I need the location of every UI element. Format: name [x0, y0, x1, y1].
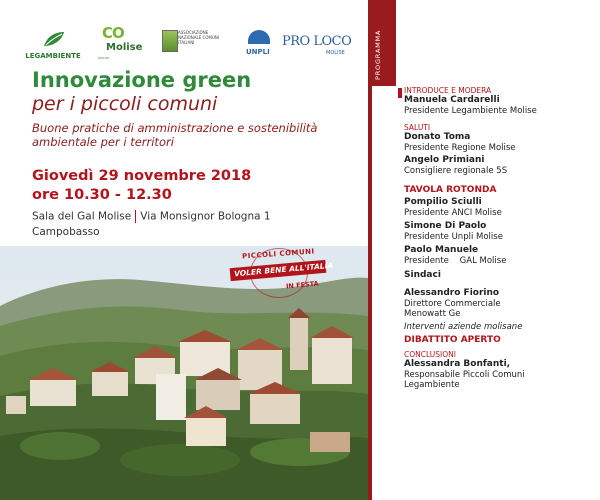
stamp-band-text: VOLER BENE ALL'ITALIA	[233, 260, 334, 279]
tavola-2-name: Simone Di Paolo	[404, 221, 487, 231]
event-date: Giovedì 29 novembre 2018	[32, 168, 252, 184]
partner-logos	[18, 20, 358, 66]
proloco-logo	[280, 20, 356, 66]
co-mark: CO	[102, 24, 124, 42]
saluti-1-name: Donato Toma	[404, 132, 471, 142]
tavola-1-name: Pompilio Sciulli	[404, 197, 482, 207]
conclusioni-role-1: Responsabile Piccoli Comuni	[404, 370, 525, 380]
introduce-role: Presidente Legambiente Molise	[404, 106, 537, 116]
tavola-1-role: Presidente ANCI Molise	[404, 208, 502, 218]
unpli-arc-icon	[248, 30, 270, 44]
saluti-2-name: Angelo Primiani	[404, 155, 485, 165]
sindaci: Sindaci	[404, 270, 441, 280]
saluti-heading: SALUTI	[404, 123, 431, 132]
programma-label: PROGRAMMA	[374, 29, 382, 80]
ancsi-emblem-icon	[162, 30, 178, 52]
tavola-2-role: Presidente Unpli Molise	[404, 232, 503, 242]
unpli-wordmark: UNPLI	[246, 48, 270, 56]
proloco-subtext: MOLISE	[326, 50, 345, 56]
saluti-1-role: Presidente Regione Molise	[404, 143, 516, 153]
proloco-wordmark: PRO LOCO	[282, 34, 352, 49]
event-time: ore 10.30 - 12.30	[32, 187, 172, 203]
introduce-heading: INTRODUCE E MODERA	[404, 86, 492, 95]
tavola-3-name: Paolo Manuele	[404, 245, 479, 255]
venue-street: Via Monsignor Bologna 1	[140, 210, 271, 223]
interventi: Interventi aziende molisane	[404, 322, 523, 332]
event-venue	[32, 210, 271, 223]
venue-name: Sala del Gal Molise	[32, 210, 132, 223]
venue-separator	[135, 210, 136, 223]
leaf-icon	[42, 30, 66, 48]
conclusioni-heading: CONCLUSIONI	[404, 350, 456, 359]
tavola-4-role-1: Direttore Commerciale	[404, 299, 501, 309]
ancsi-logo	[160, 20, 226, 66]
title-line-2: per i piccoli comuni	[32, 93, 218, 115]
tavola-heading: TAVOLA ROTONDA	[404, 185, 497, 195]
legambiente-logo	[22, 20, 84, 66]
conclusioni-name: Alessandra Bonfanti,	[404, 359, 511, 369]
accent-bar	[398, 88, 402, 98]
conclusioni-role-2: Legambiente	[404, 380, 460, 390]
stamp-bottom-text: IN FESTA	[285, 279, 319, 291]
molise-wordmark: Molise	[106, 42, 143, 53]
dibattito-heading: DIBATTITO APERTO	[404, 335, 501, 345]
title-line-1: Innovazione green	[32, 68, 252, 92]
voler-bene-stamp	[222, 248, 332, 298]
event-city: Campobasso	[32, 226, 100, 238]
tavola-4-name: Alessandro Fiorino	[404, 288, 500, 298]
tavola-4-role-2: Menowatt Ge	[404, 309, 461, 319]
legambiente-wordmark: LEGAMBIENTE	[25, 52, 81, 60]
tavola-3-role: Presidente GAL Molise	[404, 256, 507, 266]
ancsi-text: ASSOCIAZIONE NAZIONALE COMUNI ITALIANI	[178, 30, 220, 45]
saluti-2-role: Consigliere regionale 5S	[404, 166, 508, 176]
introduce-name: Manuela Cardarelli	[404, 95, 500, 105]
unpli-logo	[242, 20, 276, 66]
stamp-top-text: PICCOLI COMUNI	[241, 247, 315, 261]
molise-subtext: MOLISE	[98, 56, 110, 60]
subtitle: Buone pratiche di amministrazione e sostenibilità ambientale per i territori	[32, 121, 318, 149]
co-molise-logo	[94, 20, 146, 66]
